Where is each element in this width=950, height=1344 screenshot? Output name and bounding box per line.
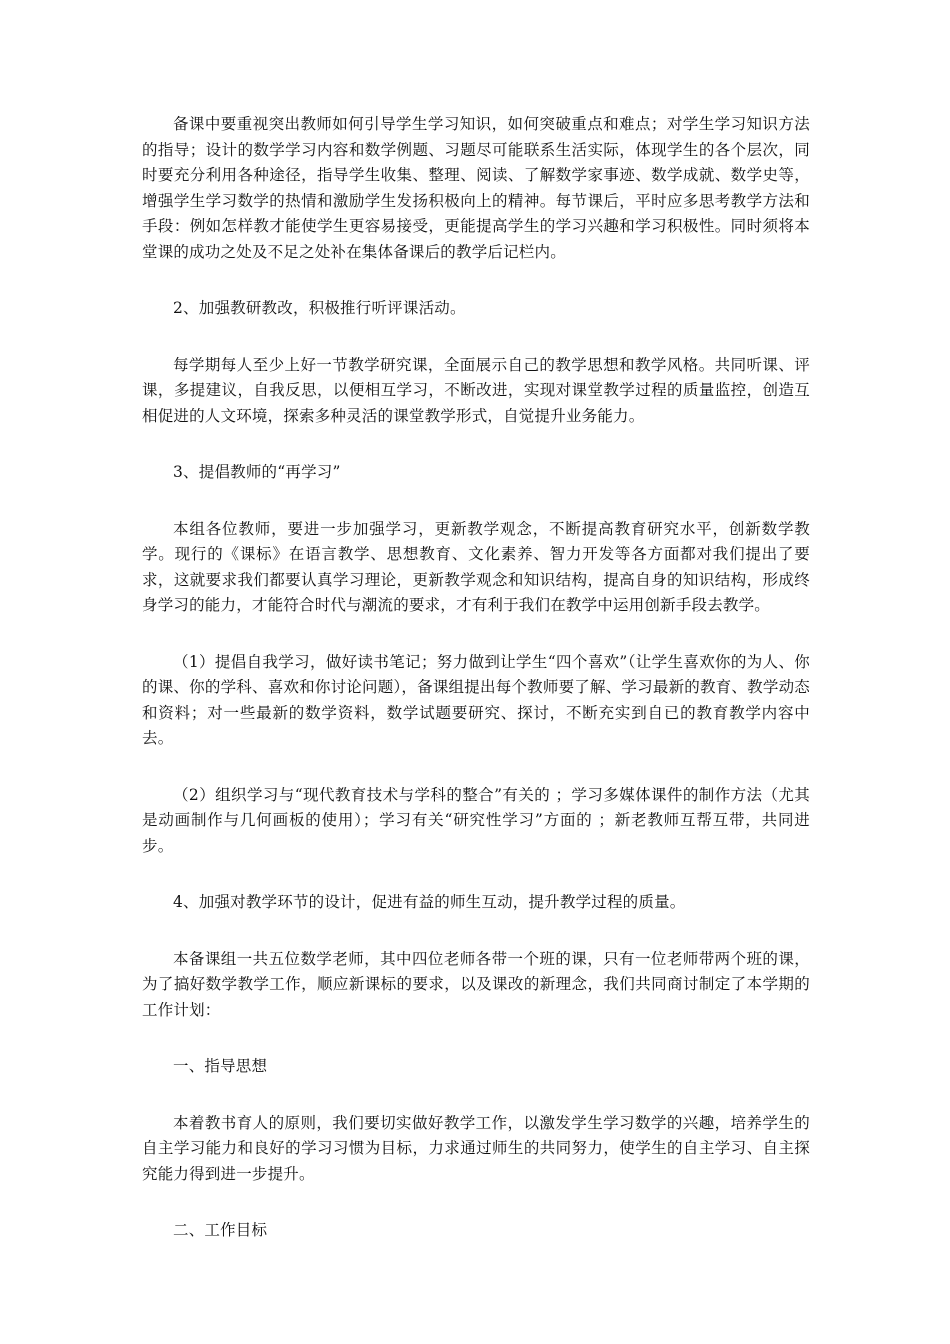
document-page [142, 112, 810, 1275]
paragraph-principles: 本着教书育人的原则，我们要切实做好教学工作，以激发学生学习数学的兴趣，培养学生的自主学习能力和良好的学习习惯为目标，力求通过师生的共同努力，使学生的自主学习、自主探究能力得到进一步提升。 [142, 1113, 810, 1183]
paragraph-research-lessons: 每学期每人至少上好一节教学研究课，全面展示自己的教学思想和教学风格。共同听课、评课，多提建议，自我反思，以便相互学习，不断改进，实现对课堂教学过程的质量监控，创造互相促进的人文环境，探索多种灵活的课堂教学形式，自觉提升业务能力。 [142, 355, 810, 425]
paragraph-organized-study: （2）组织学习与“现代教育技术与学科的整合”有关的 ；学习多媒体课件的制作方法（尤其是动画制作与几何画板的使用）；学习有关“研究性学习”方面的 ；新老教师互帮互带，共同进步。 [142, 785, 810, 855]
heading-teaching-design: 4、加强对教学环节的设计，促进有益的师生互动，提升教学过程的质量。 [173, 893, 686, 911]
heading-guiding-thought: 一、指导思想 [173, 1057, 268, 1075]
heading-work-goals: 二、工作目标 [173, 1221, 268, 1239]
heading-relearning: 3、提倡教师的“再学习” [173, 463, 341, 481]
paragraph-team-plan: 本备课组一共五位数学老师，其中四位老师各带一个班的课，只有一位老师带两个班的课，为了搞好数学教学工作，顺应新课标的要求，以及课改的新理念，我们共同商讨制定了本学期的工作计划： [142, 949, 810, 1019]
paragraph-continuous-learning: 本组各位教师，要进一步加强学习，更新教学观念，不断提高教育研究水平，创新数学教学。现行的《课标》在语言教学、思想教育、文化素养、智力开发等各方面都对我们提出了要求，这就要求我们都要认真学习理论，更新教学观念和知识结构，提高自身的知识结构，形成终身学习的能力，才能符合时代与潮流的要求，才有利于我们在教学中运用创新手段去教学。 [142, 519, 810, 614]
paragraph-lesson-prep: 备课中要重视突出教师如何引导学生学习知识，如何突破重点和难点；对学生学习知识方法的指导；设计的数学学习内容和数学例题、习题尽可能联系生活实际，体现学生的各个层次，同时要充分利用各种途径，指导学生收集、整理、阅读、了解数学家事迹、数学成就、数学史等，增强学生学习数学的热情和激励学生发扬积极向上的精神。每节课后，平时应多思考教学方法和手段：例如怎样教才能使学生更容易接受，更能提高学生的学习兴趣和学习积极性。同时须将本堂课的成功之处及不足之处补在集体备课后的教学后记栏内。 [142, 115, 810, 261]
heading-teaching-research: 2、加强教研教改，积极推行听评课活动。 [173, 299, 466, 317]
paragraph-self-study: （1）提倡自我学习，做好读书笔记；努力做到让学生“四个喜欢”（让学生喜欢你的为人、你的课、你的学科、喜欢和你讨论问题），备课组提出每个教师要了解、学习最新的教育、教学动态和资料；对一些最新的数学资料，数学试题要研究、探讨，不断充实到自已的教育教学内容中去。 [142, 652, 810, 747]
